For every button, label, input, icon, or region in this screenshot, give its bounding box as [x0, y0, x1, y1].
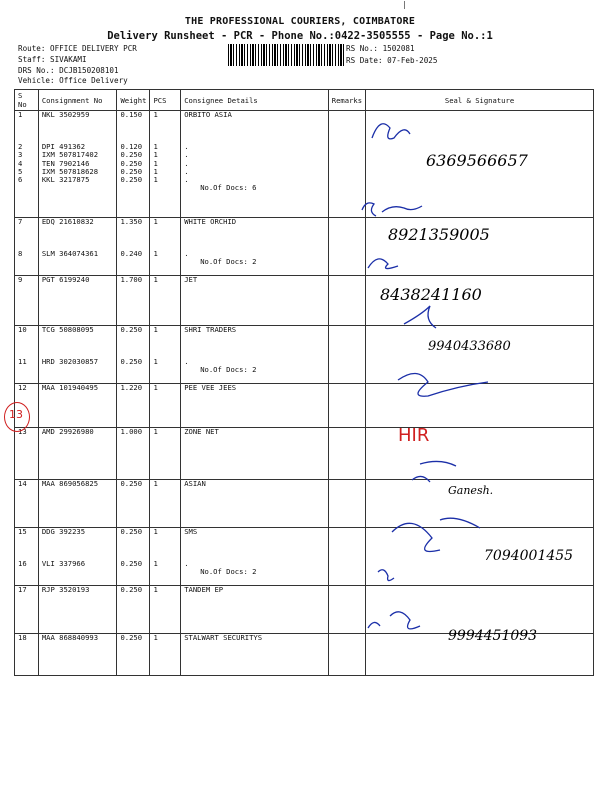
weight-cell: 0.250 [117, 480, 150, 528]
weight-cell: 1.000 [117, 428, 150, 480]
phone-number: 9940433680 [428, 339, 511, 354]
consignee-name: JET [184, 275, 198, 284]
pcs-cell: 1 [150, 428, 181, 480]
consignment-cell: MAA 101940495 [38, 384, 117, 428]
phone-number: 8438241160 [380, 285, 482, 304]
col-weight: Weight [117, 90, 150, 111]
consignee-name: STALWART SECURITYS [184, 633, 263, 642]
vehicle-label: Vehicle: Office Delivery [18, 76, 128, 85]
col-pcs: PCS [150, 90, 181, 111]
sno-cell: 7 8 [15, 218, 39, 276]
rs-number: RS No.: 1502081 [346, 44, 415, 53]
weight-cell: 1.350 0.240 [117, 218, 150, 276]
pcs-cell: 1 1 [150, 528, 181, 586]
col-consignee: Consignee Details [181, 90, 329, 111]
pcs-cell: 1 1 [150, 218, 181, 276]
weight-cell: 1.700 [117, 276, 150, 326]
weight-cell: 0.250 [117, 634, 150, 676]
col-sno: S No [15, 90, 39, 111]
sno-cell: 18 [15, 634, 39, 676]
col-consignment: Consignment No [38, 90, 117, 111]
runsheet-subtitle: Delivery Runsheet - PCR - Phone No.:0422-3505555 - Page No.:1 [107, 30, 493, 42]
consignee-name: TANDEM EP [184, 585, 224, 594]
sno-cell: 10 11 [15, 326, 39, 384]
consignee-name: SMS . [184, 527, 198, 569]
red-remark-text: HIR [398, 425, 430, 446]
consignment-cell: PGT 6199240 [38, 276, 117, 326]
col-remarks: Remarks [328, 90, 365, 111]
sno-cell: 9 [15, 276, 39, 326]
pcs-cell: 1 [150, 384, 181, 428]
consignment-cell: NKL 3502959 DPI 491362 IXM 507817402 TEN 7902146 IXM 507818628 KKL 3217875 [38, 111, 117, 218]
consignee-name: WHITE ORCHID . [184, 217, 237, 259]
docs-count: No.Of Docs: 2 [200, 365, 257, 375]
phone-number: 8921359005 [388, 225, 490, 244]
consignment-cell: MAA 868840993 [38, 634, 117, 676]
sno-cell: 15 16 [15, 528, 39, 586]
route-label: Route: OFFICE DELIVERY PCR [18, 44, 137, 53]
phone-number: 6369566657 [426, 151, 528, 170]
pcs-cell: 1 [150, 634, 181, 676]
col-signature: Seal & Signature [366, 90, 594, 111]
sno-cell: 14 [15, 480, 39, 528]
weight-cell: 0.250 0.250 [117, 326, 150, 384]
pcs-cell: 1 1 [150, 326, 181, 384]
rs-date: RS Date: 07-Feb-2025 [346, 56, 438, 65]
consignment-cell: EDQ 21610832 SLM 364074361 [38, 218, 117, 276]
weight-cell: 0.150 0.120 0.250 0.250 0.250 0.250 [117, 111, 150, 218]
consignee-name: ORBITO ASIA . . . . . [184, 110, 232, 184]
weight-cell: 0.250 0.250 [117, 528, 150, 586]
weight-cell: 1.220 [117, 384, 150, 428]
sno-cell: 12 [15, 384, 39, 428]
weight-cell: 0.250 [117, 586, 150, 634]
pcs-cell: 1 [150, 276, 181, 326]
scribble-signatures [362, 124, 488, 629]
sno-cell: 17 [15, 586, 39, 634]
pcs-cell: 1 [150, 480, 181, 528]
staff-label: Staff: SIVAKAMI [18, 55, 87, 64]
consignee-name: ASIAN [184, 479, 206, 488]
docs-count: No.Of Docs: 2 [200, 257, 257, 267]
consignment-cell: TCG 50808095 HRD 302030857 [38, 326, 117, 384]
drs-label: DRS No.: DCJB150208101 [18, 66, 119, 75]
sno-cell: 13 [15, 428, 39, 480]
consignee-name: PEE VEE JEES [184, 383, 237, 392]
consignee-name: SHRI TRADERS . [184, 325, 237, 367]
phone-number: 7094001455 [484, 548, 574, 564]
consignment-cell: DDG 392235 VLI 337966 [38, 528, 117, 586]
consignment-cell: AMD 29926980 [38, 428, 117, 480]
docs-count: No.Of Docs: 6 [200, 182, 257, 192]
red-remark-number: 13 [9, 408, 23, 421]
consignment-cell: MAA 869056825 [38, 480, 117, 528]
sno-cell: 1 2 3 4 5 6 [15, 111, 39, 218]
signature-name: Ganesh. [448, 484, 494, 497]
docs-count: No.Of Docs: 2 [200, 567, 257, 577]
company-title: THE PROFESSIONAL COURIERS, COIMBATORE [184, 16, 416, 27]
consignment-cell: RJP 3520193 [38, 586, 117, 634]
phone-number: 9994451093 [448, 628, 538, 644]
pcs-cell: 1 [150, 586, 181, 634]
pcs-cell: 1 1 1 1 1 1 [150, 111, 181, 218]
consignee-name: ZONE NET [184, 427, 219, 436]
